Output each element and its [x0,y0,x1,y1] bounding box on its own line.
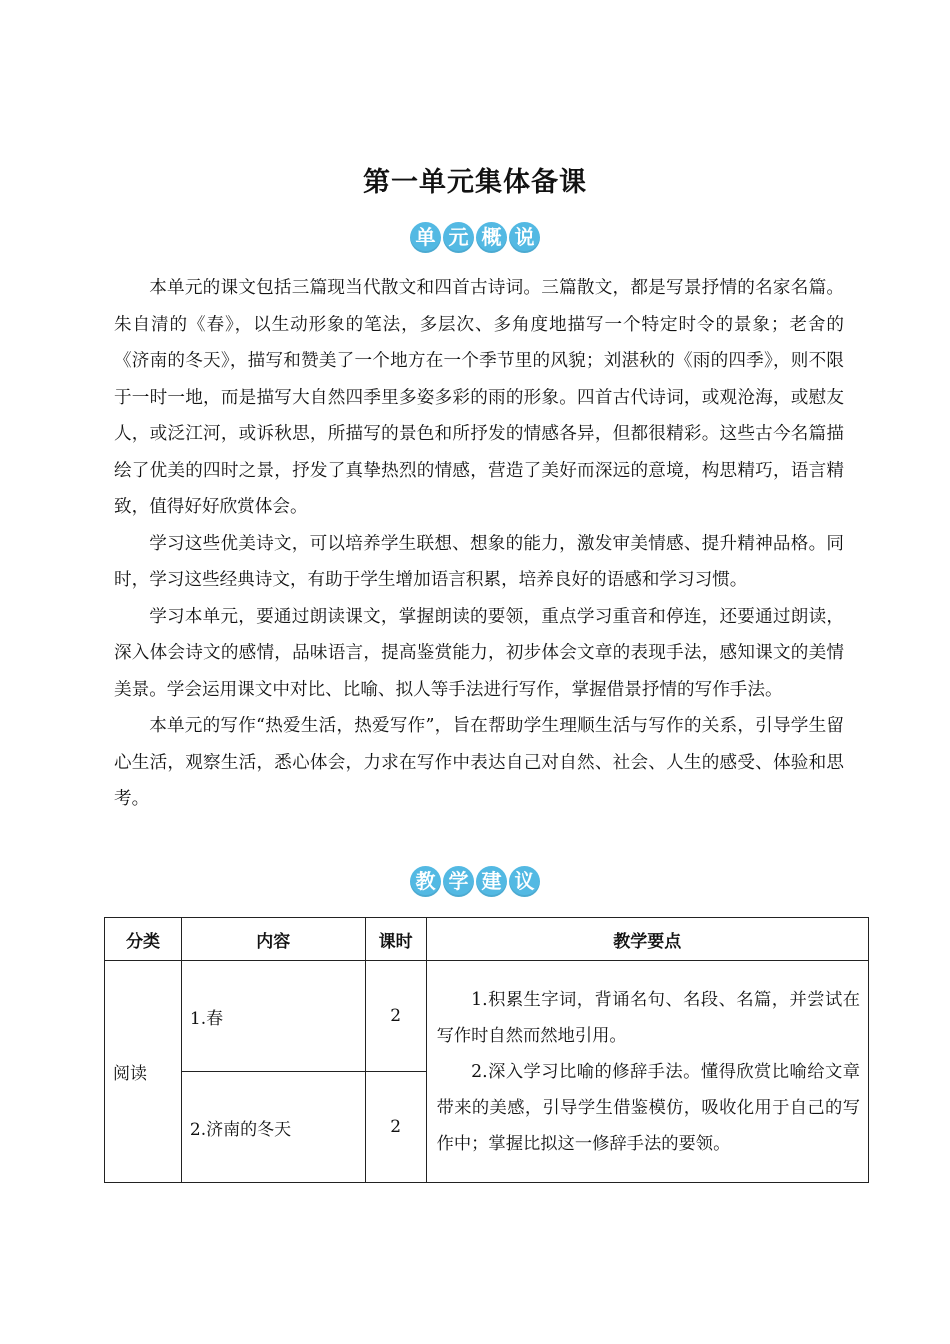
unit-overview [114,270,844,818]
overview-paragraph: 学习本单元，要通过朗读课文，掌握朗读的要领，重点学习重音和停连，还要通过朗读，深入体会诗文的感情，品味语言，提高鉴赏能力，初步体会文章的表现手法，感知课文的美情美景。学会运用课文中对比、比喻、拟人等手法进行写作，掌握借景抒情的写作手法。 [114,606,844,700]
header-hours: 课时 [365,918,426,961]
overview-paragraph: 本单元的课文包括三篇现当代散文和四首古诗词。三篇散文，都是写景抒情的名家名篇。朱自清的《春》，以生动形象的笔法，多层次、多角度地描写一个特定时令的景象；老舍的《济南的冬天》，描写和赞美了一个地方在一个季节里的风貌；刘湛秋的《雨的四季》，则不限于一时一地，而是描写大自然四季里多姿多彩的雨的形象。四首古代诗词，或观沧海，或慰友人，或泛江河，或诉秋思，所描写的景色和所抒发的情感各异，但都很精彩。这些古今名篇描绘了优美的四时之景，抒发了真挚热烈的情感，营造了美好而深远的意境，构思精巧，语言精致，值得好好欣赏体会。 [114,278,844,517]
badge-char: 教 [410,866,441,897]
hours-cell: 2 [365,961,426,1072]
key-points-cell [426,961,868,1183]
content-cell: 1.春 [181,961,365,1072]
suggestion-badge [0,866,950,897]
key-point: 2.深入学习比喻的修辞手法。懂得欣赏比喻给文章带来的美感，引导学生借鉴模仿，吸收化用于自己的写作中；掌握比拟这一修辞手法的要领。 [436,1061,860,1154]
overview-badge [0,222,950,253]
overview-paragraph: 本单元的写作“热爱生活，热爱写作”，旨在帮助学生理顺生活与写作的关系，引导学生留心生活，观察生活，悉心体会，力求在写作中表达自己对自然、社会、人生的感受、体验和思考。 [114,716,844,809]
header-category: 分类 [105,918,182,961]
badge-char: 议 [509,866,540,897]
key-point: 1.积累生字词，背诵名句、名段、名篇，并尝试在写作时自然而然地引用。 [436,989,860,1046]
category-cell: 阅读 [105,961,182,1183]
teaching-plan-table [104,917,869,1183]
table-row [105,961,869,1072]
overview-paragraph: 学习这些优美诗文，可以培养学生联想、想象的能力，激发审美情感、提升精神品格。同时，学习这些经典诗文，有助于学生增加语言积累，培养良好的语感和学习习惯。 [114,533,844,590]
badge-char: 元 [443,222,474,253]
badge-char: 单 [410,222,441,253]
badge-char: 概 [476,222,507,253]
badge-char: 说 [509,222,540,253]
badge-char: 建 [476,866,507,897]
content-cell: 2.济南的冬天 [181,1072,365,1183]
page-title: 第一单元集体备课 [363,167,587,198]
header-content: 内容 [181,918,365,961]
hours-cell: 2 [365,1072,426,1183]
table-header-row [105,918,869,961]
badge-char: 学 [443,866,474,897]
header-key-points: 教学要点 [426,918,868,961]
